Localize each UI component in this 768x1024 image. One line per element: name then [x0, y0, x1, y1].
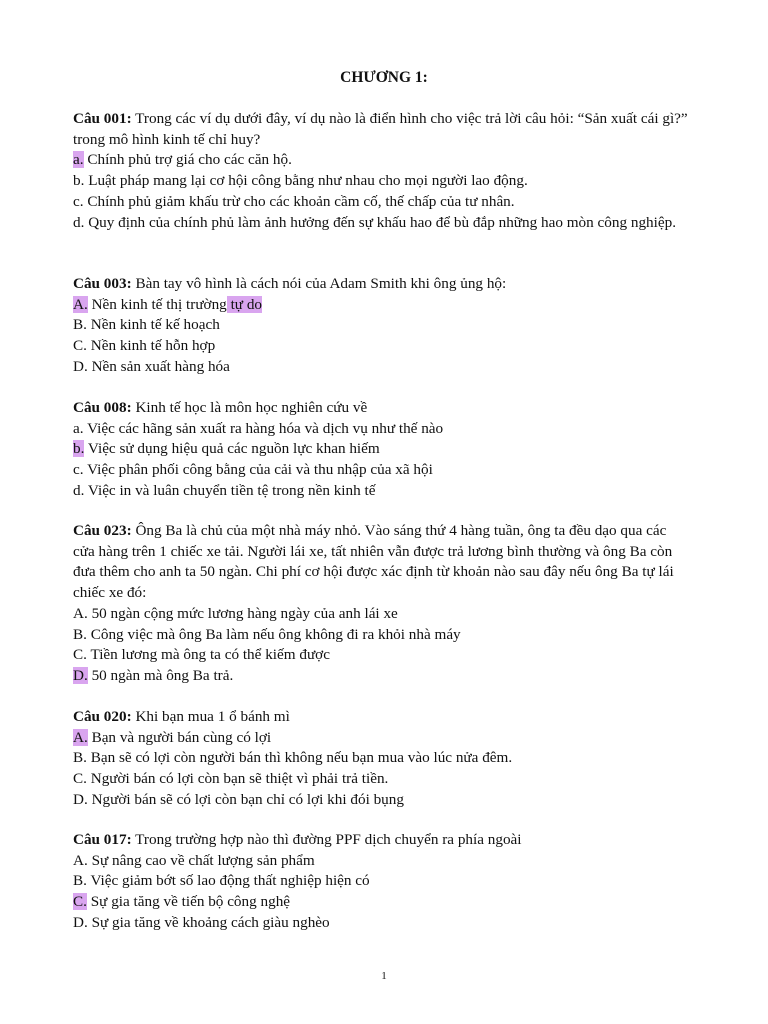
question-stem: [73, 274, 691, 295]
answer-option-a: A. Sự nâng cao về chất lượng sản phẩm: [73, 851, 315, 869]
answer-option-d: D. Người bán sẽ có lợi còn bạn chỉ có lợi khi đói bụng: [73, 790, 404, 808]
question-label: Câu 017:: [73, 831, 132, 848]
answer-option-c: C. Sự gia tăng về tiến bộ công nghệ: [73, 893, 291, 911]
question-text: Kinh tế học là môn học nghiên cứu về: [131, 399, 368, 416]
answer-option-c: C. Người bán có lợi còn bạn sẽ thiệt vì phải trả tiền.: [73, 770, 389, 788]
chapter-title: CHƯƠNG 1:: [340, 69, 428, 86]
question-label: Câu 008:: [73, 399, 132, 416]
answer-option-b: b. Việc sử dụng hiệu quả các nguồn lực khan hiếm: [73, 440, 380, 458]
question-label: Câu 003:: [73, 275, 132, 292]
question-stem: [73, 398, 691, 419]
question-003: [73, 274, 691, 378]
correct-answer-highlight: A.: [73, 728, 88, 746]
question-text: Trong các ví dụ dưới đây, ví dụ nào là điển hình cho việc trả lời câu hỏi: “Sản xuất cái gì?” trong mô hình kinh tế chỉ huy?: [73, 110, 688, 148]
answer-option-c: C. Tiền lương mà ông ta có thể kiếm được: [73, 646, 330, 664]
question-stem: [73, 707, 691, 728]
answer-option-b: B. Bạn sẽ có lợi còn người bán thì không nếu bạn mua vào lúc nửa đêm.: [73, 749, 513, 767]
answer-option-b: B. Công việc mà ông Ba làm nếu ông không đi ra khỏi nhà máy: [73, 625, 461, 643]
question-stem: [73, 830, 691, 851]
answer-option-d: d. Việc in và luân chuyển tiền tệ trong nền kinh tế: [73, 481, 376, 499]
question-text: Bàn tay vô hình là cách nói của Adam Smith khi ông ủng hộ:: [131, 275, 507, 292]
answer-option-c: c. Việc phân phối công bằng của cải và thu nhập của xã hội: [73, 461, 433, 479]
correct-answer-highlight: C.: [73, 893, 87, 911]
correct-answer-highlight: b.: [73, 440, 85, 458]
answer-option-a: a. Chính phủ trợ giá cho các căn hộ.: [73, 151, 292, 169]
question-label: Câu 023:: [73, 522, 132, 539]
question-023: [73, 521, 691, 687]
answer-option-b: B. Nền kinh tế kế hoạch: [73, 316, 220, 334]
question-008: [73, 398, 691, 502]
question-text: Trong trường hợp nào thì đường PPF dịch chuyển ra phía ngoài: [131, 831, 522, 848]
answer-option-a: A. Nền kinh tế thị trường tự do: [73, 295, 263, 313]
question-text: Ông Ba là chủ của một nhà máy nhỏ. Vào sáng thứ 4 hàng tuần, ông ta đều dạo qua các cửa hàng trên 1 chiếc xe tải. Người lái xe, tất nhiên vẫn được trả lương bình thường và ông Ba còn đưa thêm cho anh ta 50 ngàn. Chi phí cơ hội được xác định từ khoản nào sau đây nếu ông Ba tự lái chiếc xe đó:: [73, 522, 674, 602]
answer-option-c: C. Nền kinh tế hỗn hợp: [73, 337, 216, 355]
question-020: [73, 707, 691, 811]
question-label: Câu 001:: [73, 110, 132, 127]
answer-option-c: c. Chính phủ giảm khấu trừ cho các khoản cầm cố, thế chấp của tư nhân.: [73, 192, 515, 210]
answer-option-d: D. Sự gia tăng về khoảng cách giàu nghèo: [73, 913, 330, 931]
answer-option-a: A. 50 ngàn cộng mức lương hàng ngày của anh lái xe: [73, 604, 398, 622]
answer-option-d: D. Nền sản xuất hàng hóa: [73, 357, 230, 375]
question-stem: [73, 109, 691, 150]
answer-option-d: d. Quy định của chính phủ làm ảnh hưởng đến sự khấu hao để bù đắp những hao mòn công nghiệp.: [73, 213, 676, 231]
question-label: Câu 020:: [73, 708, 132, 725]
answer-option-a: a. Việc các hãng sản xuất ra hàng hóa và dịch vụ như thế nào: [73, 419, 444, 437]
correct-answer-highlight: A.: [73, 295, 88, 313]
answer-option-a: A. Bạn và người bán cùng có lợi: [73, 728, 272, 746]
question-017: [73, 830, 691, 934]
answer-option-d: D. 50 ngàn mà ông Ba trả.: [73, 666, 234, 684]
question-001: [73, 109, 691, 233]
highlighted-phrase: tự do: [226, 295, 263, 313]
question-text: Khi bạn mua 1 ổ bánh mì: [131, 708, 290, 725]
correct-answer-highlight: a.: [73, 151, 84, 169]
answer-option-b: b. Luật pháp mang lại cơ hội công bằng như nhau cho mọi người lao động.: [73, 172, 528, 190]
correct-answer-highlight: D.: [73, 666, 88, 684]
answer-option-b: B. Việc giảm bớt số lao động thất nghiệp hiện có: [73, 872, 370, 890]
question-stem: [73, 521, 691, 604]
page-number: 1: [381, 970, 387, 982]
